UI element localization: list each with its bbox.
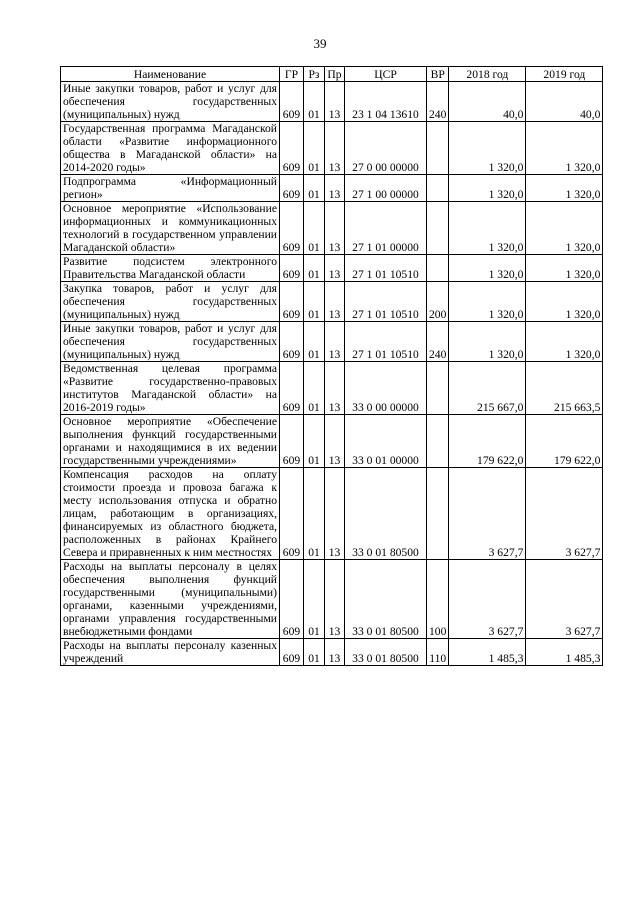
cell-gr: 609 (280, 175, 304, 202)
cell-name: Ведомственная целевая программа «Развитие государственно-правовых институтов Магаданской области» на 2016-2019 годы» (61, 362, 280, 415)
table-row (61, 282, 603, 322)
cell-2019: 179 622,0 (526, 415, 603, 468)
cell-name: Компенсация расходов на оплату стоимости проезда и провоза багажа к месту использования отпуска и обратно лицам, работающим в организациях, финансируемых из областного бюджета, расположенных в районах Крайнего Севера и приравненных к ним местностях (61, 468, 280, 560)
header-2018: 2018 год (449, 67, 526, 82)
cell-csr: 27 1 01 10510 (345, 255, 427, 282)
cell-pr: 13 (325, 202, 345, 255)
cell-vr (427, 175, 449, 202)
cell-2018: 1 320,0 (449, 255, 526, 282)
table-row (61, 322, 603, 362)
cell-2019: 3 627,7 (526, 560, 603, 639)
cell-2018: 1 320,0 (449, 202, 526, 255)
cell-csr: 33 0 01 80500 (345, 639, 427, 666)
table-row (61, 82, 603, 122)
cell-2019: 1 320,0 (526, 202, 603, 255)
cell-rz: 01 (304, 282, 325, 322)
cell-2018: 215 667,0 (449, 362, 526, 415)
cell-name: Расходы на выплаты персоналу в целях обеспечения выполнения функций государственными (муниципальными) органами, казенными учреждениями, органами управления государственными внебюджетными фондами (61, 560, 280, 639)
cell-vr: 110 (427, 639, 449, 666)
cell-pr: 13 (325, 322, 345, 362)
cell-rz: 01 (304, 639, 325, 666)
table-row (61, 415, 603, 468)
cell-gr: 609 (280, 202, 304, 255)
header-csr: ЦСР (345, 67, 427, 82)
cell-pr: 13 (325, 122, 345, 175)
cell-vr (427, 415, 449, 468)
cell-pr: 13 (325, 175, 345, 202)
table-header-row (61, 67, 603, 82)
budget-table (60, 66, 603, 666)
cell-vr: 200 (427, 282, 449, 322)
cell-vr (427, 202, 449, 255)
cell-2018: 1 320,0 (449, 322, 526, 362)
table-row (61, 255, 603, 282)
cell-pr: 13 (325, 415, 345, 468)
table-row (61, 122, 603, 175)
header-vr: ВР (427, 67, 449, 82)
table-row (61, 560, 603, 639)
cell-rz: 01 (304, 415, 325, 468)
cell-name: Расходы на выплаты персоналу казенных учреждений (61, 639, 280, 666)
cell-pr: 13 (325, 362, 345, 415)
cell-rz: 01 (304, 202, 325, 255)
cell-pr: 13 (325, 255, 345, 282)
cell-2019: 1 320,0 (526, 322, 603, 362)
cell-gr: 609 (280, 255, 304, 282)
cell-rz: 01 (304, 560, 325, 639)
cell-rz: 01 (304, 82, 325, 122)
cell-pr: 13 (325, 468, 345, 560)
cell-gr: 609 (280, 468, 304, 560)
cell-name: Основное мероприятие «Использование информационных и коммуникационных технологий в государственном управлении Магаданской области» (61, 202, 280, 255)
header-name: Наименование (61, 67, 280, 82)
cell-2019: 1 320,0 (526, 175, 603, 202)
cell-2018: 1 485,3 (449, 639, 526, 666)
cell-csr: 27 1 01 00000 (345, 202, 427, 255)
cell-csr: 33 0 01 00000 (345, 415, 427, 468)
table-row (61, 639, 603, 666)
cell-name: Иные закупки товаров, работ и услуг для обеспечения государственных (муниципальных) нужд (61, 322, 280, 362)
cell-gr: 609 (280, 415, 304, 468)
cell-name: Государственная программа Магаданской области «Развитие информационного общества в Магаданской области» на 2014-2020 годы» (61, 122, 280, 175)
cell-vr (427, 122, 449, 175)
cell-name: Подпрограмма «Информационный регион» (61, 175, 280, 202)
cell-rz: 01 (304, 322, 325, 362)
cell-csr: 33 0 01 80500 (345, 468, 427, 560)
cell-2018: 3 627,7 (449, 468, 526, 560)
cell-csr: 27 1 00 00000 (345, 175, 427, 202)
cell-rz: 01 (304, 468, 325, 560)
cell-2019: 1 485,3 (526, 639, 603, 666)
cell-rz: 01 (304, 122, 325, 175)
cell-name: Развитие подсистем электронного Правительства Магаданской области (61, 255, 280, 282)
cell-rz: 01 (304, 362, 325, 415)
cell-csr: 33 0 00 00000 (345, 362, 427, 415)
cell-vr: 100 (427, 560, 449, 639)
cell-2019: 3 627,7 (526, 468, 603, 560)
page-number: 39 (313, 36, 327, 51)
cell-pr: 13 (325, 82, 345, 122)
table-row (61, 175, 603, 202)
cell-vr: 240 (427, 322, 449, 362)
header-gr: ГР (280, 67, 304, 82)
cell-csr: 33 0 01 80500 (345, 560, 427, 639)
cell-gr: 609 (280, 122, 304, 175)
cell-2019: 1 320,0 (526, 122, 603, 175)
header-rz: Рз (304, 67, 325, 82)
cell-2018: 1 320,0 (449, 175, 526, 202)
cell-pr: 13 (325, 560, 345, 639)
cell-2019: 40,0 (526, 82, 603, 122)
cell-2018: 3 627,7 (449, 560, 526, 639)
table-row (61, 362, 603, 415)
cell-csr: 27 1 01 10510 (345, 282, 427, 322)
table-row (61, 202, 603, 255)
cell-2019: 1 320,0 (526, 282, 603, 322)
cell-name: Основное мероприятие «Обеспечение выполнения функций государственными органами и находящимися в их ведении государственными учреждениями» (61, 415, 280, 468)
cell-2019: 1 320,0 (526, 255, 603, 282)
cell-csr: 23 1 04 13610 (345, 82, 427, 122)
cell-2018: 40,0 (449, 82, 526, 122)
header-pr: Пр (325, 67, 345, 82)
cell-2018: 1 320,0 (449, 122, 526, 175)
cell-gr: 609 (280, 282, 304, 322)
cell-gr: 609 (280, 560, 304, 639)
cell-csr: 27 0 00 00000 (345, 122, 427, 175)
cell-2018: 179 622,0 (449, 415, 526, 468)
header-2019: 2019 год (526, 67, 603, 82)
cell-gr: 609 (280, 362, 304, 415)
cell-gr: 609 (280, 639, 304, 666)
cell-2018: 1 320,0 (449, 282, 526, 322)
cell-rz: 01 (304, 175, 325, 202)
cell-vr (427, 468, 449, 560)
cell-name: Иные закупки товаров, работ и услуг для обеспечения государственных (муниципальных) нужд (61, 82, 280, 122)
cell-vr: 240 (427, 82, 449, 122)
cell-pr: 13 (325, 639, 345, 666)
cell-gr: 609 (280, 322, 304, 362)
cell-gr: 609 (280, 82, 304, 122)
cell-pr: 13 (325, 282, 345, 322)
cell-vr (427, 255, 449, 282)
cell-rz: 01 (304, 255, 325, 282)
table-row (61, 468, 603, 560)
cell-name: Закупка товаров, работ и услуг для обеспечения государственных (муниципальных) нужд (61, 282, 280, 322)
cell-vr (427, 362, 449, 415)
cell-csr: 27 1 01 10510 (345, 322, 427, 362)
table-body (61, 82, 603, 666)
cell-2019: 215 663,5 (526, 362, 603, 415)
